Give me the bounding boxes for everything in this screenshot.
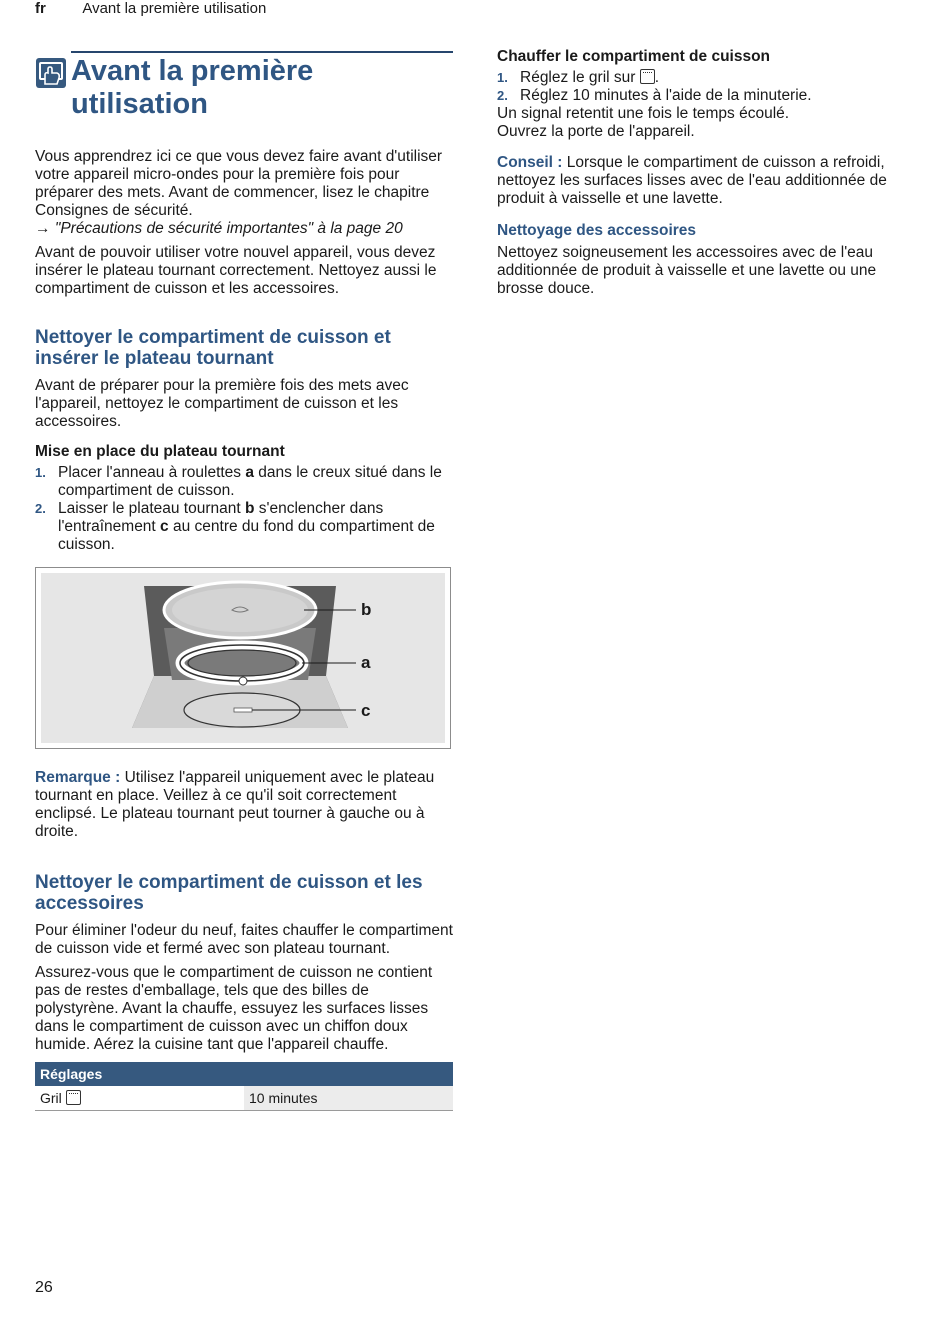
turntable-steps [35, 464, 453, 554]
intro-paragraph: Vous apprendrez ici ce que vous devez faire avant d'utiliser votre appareil micro-ondes pour la première fois pour préparer des mets. Avant de commencer, lisez le chapitre Consignes de sécurité. [35, 148, 443, 219]
step-number: 1. [35, 465, 46, 480]
note-label: Remarque : [35, 769, 121, 786]
accessories-paragraph: Nettoyez soigneusement les accessoires avec de l'eau additionnée de produit à vaisselle et une lavette ou une brosse douce. [497, 244, 877, 297]
settings-duration-cell: 10 minutes [244, 1086, 453, 1111]
step-text: Réglez le gril sur [520, 69, 640, 86]
settings-mode-cell [35, 1086, 244, 1111]
section2-paragraph-1: Pour éliminer l'odeur du neuf, faites chauffer le compartiment de cuisson vide et fermé avec son plateau tournant. [35, 922, 453, 957]
settings-table-row [35, 1086, 453, 1111]
safety-reference [35, 220, 453, 238]
heating-open-door-text: Ouvrez la porte de l'appareil. [497, 123, 695, 140]
page-number: 26 [35, 1279, 53, 1296]
turntable-subheading: Mise en place du plateau tournant [35, 443, 285, 460]
heating-steps [497, 69, 917, 105]
turntable-diagram [36, 568, 450, 748]
figure-label-b: b [361, 600, 372, 619]
tip-label: Conseil : [497, 154, 563, 171]
right-column [497, 48, 917, 304]
grill-icon [640, 69, 655, 84]
page-title-line1: Avant la première [71, 55, 314, 87]
turntable-note [35, 769, 453, 841]
step-text: Laisser le plateau tournant [58, 500, 245, 517]
settings-mode-label: Gril [40, 1090, 62, 1106]
settings-table-header-row [35, 1062, 453, 1086]
figure-label-c: c [361, 701, 371, 720]
arrow-right-icon: → [35, 220, 51, 237]
intro-paragraph-2: Avant de pouvoir utiliser votre nouvel appareil, vous devez insérer le plateau tournant correctement. Nettoyez aussi le compartiment de cuisson et les accessoires. [35, 244, 437, 297]
title-block [35, 55, 453, 121]
grill-icon [66, 1090, 81, 1105]
note-text: Utilisez l'appareil uniquement avec le plateau tournant en place. Veillez à ce qu'il soit correctement enclipsé. Le plateau tournant peut tourner à gauche ou à droite. [35, 769, 435, 840]
step-ref-letter: c [160, 518, 169, 535]
section2-paragraph-2: Assurez-vous que le compartiment de cuisson ne contient pas de restes d'emballage, tels que des billes de polystyrène. Avant la chauffe, essuyez les surfaces lisses dans le compartiment de cuisson avec un chiffon doux humide. Aérez la cuisine tant que l'appareil chauffe. [35, 964, 433, 1053]
settings-table-header: Réglages [35, 1062, 453, 1086]
step-text: s'enclencher dans l'entraînement [58, 500, 384, 535]
step-number: 2. [497, 88, 508, 103]
tip-text: Lorsque le compartiment de cuisson a refroidi, nettoyez les surfaces lisses avec de l'eau additionnée de produit à vaisselle et une lavette. [497, 154, 887, 207]
header-section-title: Avant la première utilisation [82, 0, 267, 17]
heating-step-2 [497, 87, 917, 105]
step-ref-letter: b [244, 500, 255, 517]
step-number: 1. [497, 70, 508, 85]
section1-heading: Nettoyer le compartiment de cuisson et insérer le plateau tournant [35, 327, 391, 369]
turntable-step-1 [35, 464, 453, 500]
section2-heading: Nettoyer le compartiment de cuisson et les accessoires [35, 872, 423, 914]
turntable-step-2 [35, 500, 453, 554]
turntable-illustration [35, 567, 451, 749]
step-text: dans le creux situé dans le compartiment de cuisson. [58, 464, 442, 499]
step-text: Placer l'anneau à roulettes [58, 464, 246, 481]
hand-cleaning-icon [35, 57, 67, 89]
accessories-heading: Nettoyage des accessoires [497, 222, 697, 239]
heating-subheading: Chauffer le compartiment de cuisson [497, 48, 771, 65]
title-rule [71, 51, 453, 53]
heating-signal-text: Un signal retentit une fois le temps écoulé. [497, 105, 790, 122]
step-ref-letter: a [245, 464, 254, 481]
step-number: 2. [35, 501, 46, 516]
page-title-line2: utilisation [71, 88, 208, 120]
language-tag: fr [35, 0, 46, 17]
page-title [71, 55, 453, 121]
step-text: . [654, 69, 660, 86]
section1-paragraph: Avant de préparer pour la première fois des mets avec l'appareil, nettoyez le compartiment de cuisson et les accessoires. [35, 377, 409, 430]
left-column [35, 51, 453, 1111]
tip-paragraph [497, 154, 917, 208]
step-text: Réglez 10 minutes à l'aide de la minuterie. [520, 87, 812, 104]
figure-label-a: a [361, 653, 371, 672]
step-text: au centre du fond du compartiment de cuisson. [58, 518, 435, 553]
page-header [35, 0, 266, 17]
safety-reference-link[interactable]: "Précautions de sécurité importantes" à la page 20 [54, 220, 403, 237]
settings-table [35, 1062, 453, 1111]
heating-step-1 [497, 69, 917, 87]
heating-after-text [497, 105, 917, 141]
